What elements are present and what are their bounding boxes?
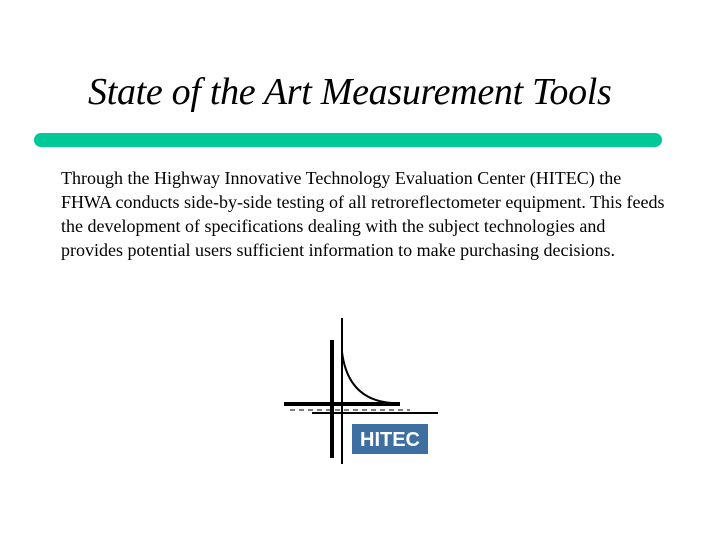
logo-text: HITEC bbox=[360, 429, 420, 451]
body-paragraph: Through the Highway Innovative Technology Evaluation Center (HITEC) the FHWA conducts side-by-side testing of all retroreflectometer equipment. This feeds the development of specifications dealing with the subject technologies and provides potential users sufficient information to make purchasing decisions. bbox=[61, 168, 665, 260]
logo-decay-curve bbox=[342, 352, 392, 403]
title-divider bbox=[34, 133, 662, 147]
slide-title: State of the Art Measurement Tools bbox=[88, 71, 612, 113]
hitec-logo bbox=[282, 316, 442, 466]
